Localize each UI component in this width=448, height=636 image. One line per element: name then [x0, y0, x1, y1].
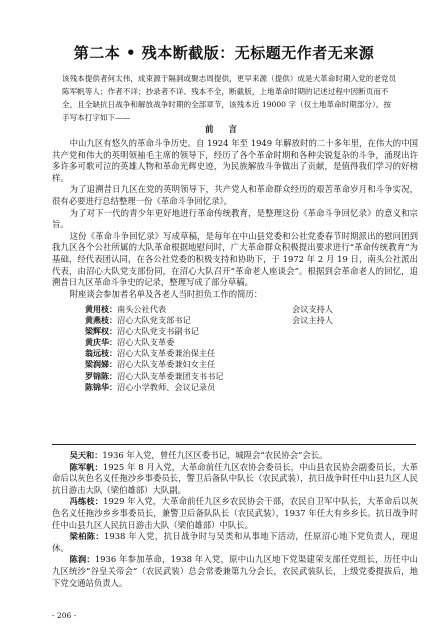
attendee-row [85, 359, 333, 370]
attendee-duty: 会议支持人 [292, 304, 333, 314]
paragraph: 中山九区有悠久的革命斗争历史。自 1924 年至 1949 年解放时的二十多年里，在伟大的中国共产党和伟大的英明领袖毛主席的领导下，经历了各个革命时期和各种尖锐复杂的斗争，涌现出许多许多可歌可泣的英雄人物和革命光辉史迹，为民族解放斗争做出了贡献，是值得我们学习的好榜样。 [52, 138, 418, 183]
biographies [52, 450, 418, 589]
attendee-row [85, 326, 333, 337]
bio-text: 1925 年 8 月入党，大革命前任九区农协会委员长，中山县农民协会副委员长，大革命后以灰色名义任拖沙乡事委员长，警卫后备队中队长（农民武装），抗日战争时任中山县九区人民抗日游击大队（梁伯雄部）大队副。 [52, 461, 418, 495]
bio-entry [52, 450, 418, 462]
attendee-name: 黄用枝： [85, 305, 117, 314]
section-heading: 前 言 [205, 125, 243, 135]
divider [52, 444, 416, 445]
page-title: 第二本 • 残本断截版：无标题无作者无来源 [73, 44, 375, 62]
bio-entry [52, 554, 418, 589]
bio-name: 冯练枝： [69, 496, 104, 507]
attendee-name: 黄燕枝： [85, 316, 117, 326]
paragraph: 为了追溯昔日九区在党的英明领导下，共产党人和革命群众经历的艰苦革命岁月和斗争实况，很有必要进行总结整理一份《革命斗争回忆录》。 [52, 184, 418, 206]
attendee-role: 沼心大队支革委兼团支书书记 [117, 370, 224, 381]
attendee-duty: 会议主持人 [292, 315, 333, 326]
bio-name: 梁柏陈： [69, 531, 105, 542]
bio-entry [52, 496, 418, 531]
attendee-row [85, 304, 333, 315]
paragraph: 为了对下一代的青少年更好地进行革命传统教育，是整理这份《革命斗争回忆录》的意义和宗旨。 [52, 207, 418, 230]
attendee-role: 南头公社代表 [117, 304, 167, 314]
bio-text: 1929 年入党，大革命前任九区乡农民协会干部，农民自卫军中队长，大革命后以灰色名义任拖沙乡乡事委员长，兼警卫后备队队长（农民武装），1937 年任大有乡乡长。抗日战争时任中山县九区人民抗日游击大队（梁伯雄部）中队长。 [52, 496, 418, 530]
attendee-list [85, 304, 333, 393]
bio-entry [52, 462, 418, 497]
attendee-role: 沼心大队党支书副书记 [117, 326, 199, 337]
attendee-role: 沼心小学教师、会议记录员 [117, 381, 216, 392]
attendee-name: 陈锦华： [85, 382, 117, 392]
attendee-role: 沼心大队党支部书记 [117, 315, 191, 326]
attendee-row [85, 348, 333, 359]
paragraph: 附座谈会参加者名单及各老人当时担负工作的简历： [69, 288, 263, 299]
bio-text: 1936 年入党，曾任九区区委书记，城隍会“农民协会”会长。 [102, 450, 328, 460]
attendee-role: 沼心大队支革委 [117, 337, 175, 348]
bio-name: 吴天和： [69, 450, 103, 460]
attendee-row [85, 337, 333, 348]
attendee-role: 沼心大队支革委兼治保主任 [117, 348, 216, 359]
page-number: - 206 - [52, 611, 77, 620]
attendee-name: 罗锦陈： [85, 371, 117, 381]
attendee-name: 黄庆华： [85, 338, 117, 348]
intro-note: 该残本提供者何太伟，成束源于隔洞或聚志周提供，更早来源（提供）成是大革命时期入党的老党员陈军帆等人；作者不详；抄录者不详。残本不全，断截版，上地革命时期的记述过程中因断页而不全，且全缺抗日战争和解放战争时期的全部章节，该残本近 19000 字（仅土地革命时期部分）。按手写本打字如下—— [62, 74, 397, 122]
attendee-name: 梁润娣： [85, 360, 117, 370]
preface-body [52, 138, 418, 300]
bio-text: 1936 年参加革命，1938 年入党，原中山九区地下党渠建荣支部任党组长，历任中山九区统沙“谷皇关帝会”（农民武装）总会常委兼第九分会长，农民武装队长，上级党委提拔后，地下党交通站负责人。 [52, 554, 418, 588]
attendee-row [85, 315, 333, 326]
attendee-row [85, 371, 333, 382]
paragraph: 这份《革命斗争回忆录》写成草稿，是每年在中山县党委和公社党委春节时期派出的慰问团到我九区各个公社所属的大队革命根据地慰问时，广大革命群众积极提出要求进行“革命传统教育”为基础，经代表团认同，在各公社党委的积极支持和协助下，于 1972 年 2 月 19 日，南头公社派出代表，由沼心大队党支部份同，在沼心大队召开“革命老人座谈会”。根据到会革命老人的回忆，追溯昔日九区革命斗争史的记录，整理写成了部分草稿。 [52, 230, 418, 288]
bio-text: 1938 年入党，抗日战争时与吴类和从事地下活动，任原沼心地下党负责人，现退休。 [52, 531, 418, 553]
bio-name: 陈军帆： [69, 461, 103, 472]
attendee-name: 梁辉权： [85, 327, 117, 337]
attendee-name: 翁远枝： [85, 349, 117, 359]
bio-entry [52, 531, 418, 554]
bio-name: 陈润： [69, 554, 95, 565]
attendee-row [85, 382, 333, 393]
attendee-role: 沼心大队支革委兼妇女主任 [117, 359, 216, 370]
